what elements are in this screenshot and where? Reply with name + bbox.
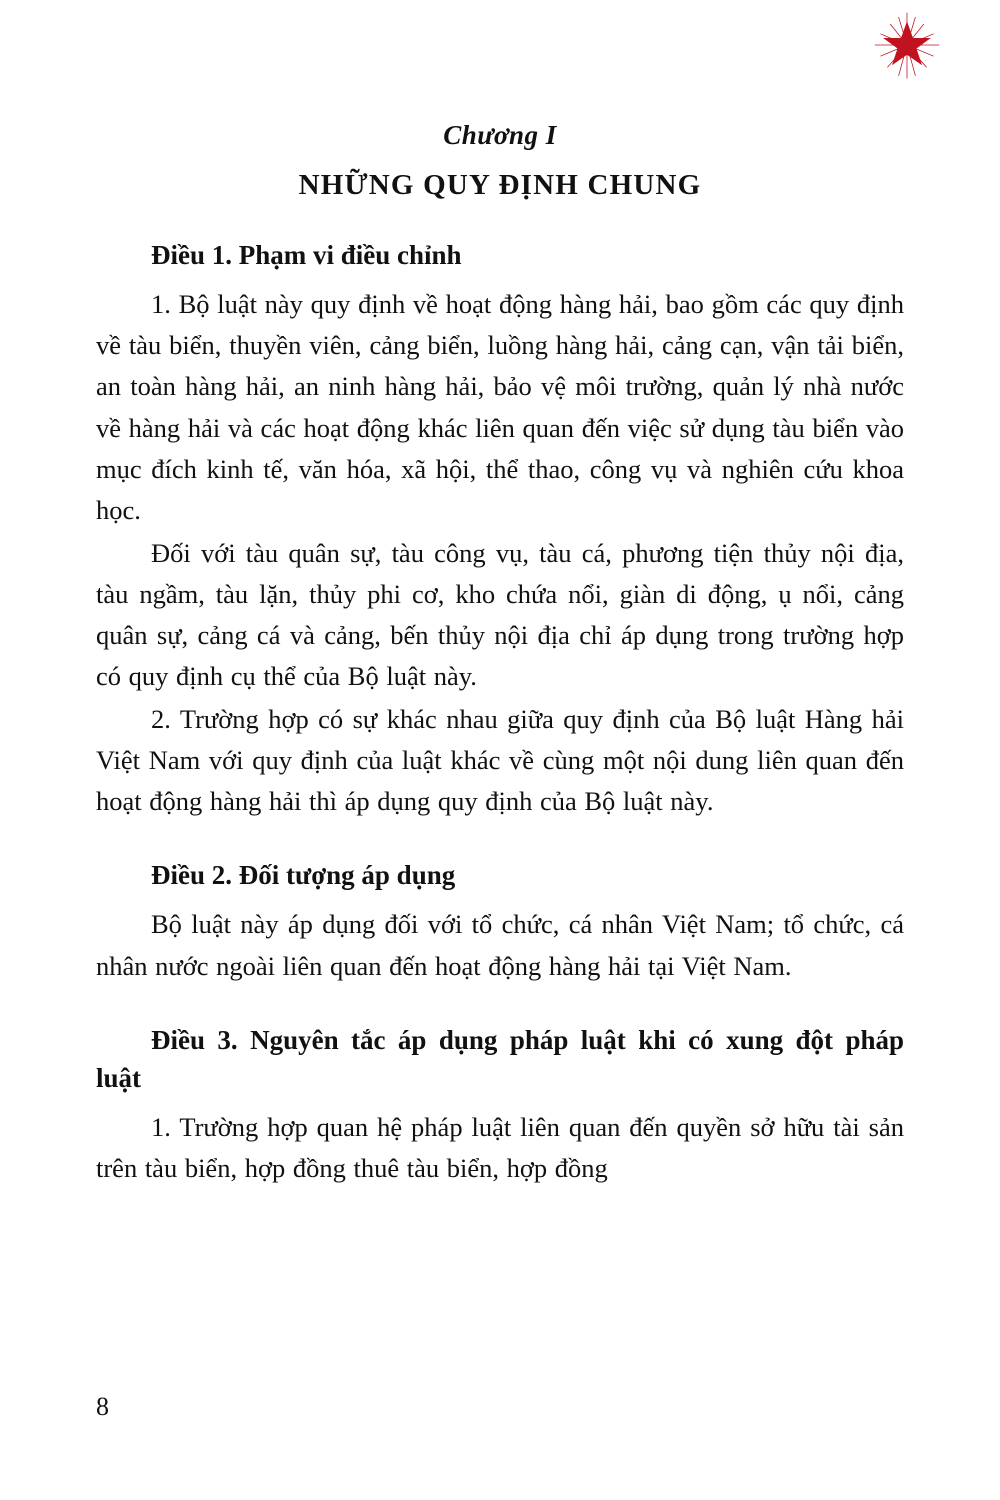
article-1-paragraph-3: 2. Trường hợp có sự khác nhau giữa quy định của Bộ luật Hàng hải Việt Nam với quy định của luật khác về cùng một nội dung liên quan đến hoạt động hàng hải thì áp dụng quy định của Bộ luật này. <box>96 703 904 817</box>
article-2-paragraph-1: Bộ luật này áp dụng đối với tổ chức, cá nhân Việt Nam; tổ chức, cá nhân nước ngoài liên quan đến hoạt động hàng hải tại Việt Nam. <box>96 909 904 981</box>
page-number: 8 <box>96 1392 109 1421</box>
article-heading-3: Điều 3. Nguyên tắc áp dụng pháp luật khi có xung đột pháp luật <box>96 1024 904 1093</box>
article-heading-1: Điều 1. Phạm vi điều chỉnh <box>151 240 462 270</box>
chapter-title: NHỮNG QUY ĐỊNH CHUNG <box>298 169 702 201</box>
article-1-paragraph-2: Đối với tàu quân sự, tàu công vụ, tàu cá, phương tiện thủy nội địa, tàu ngầm, tàu lặn, thủy phi cơ, kho chứa nổi, giàn di động, ụ nổi, cảng quân sự, cảng cá và cảng, bến thủy nội địa chỉ áp dụng trong trường hợp có quy định cụ thể của Bộ luật này. <box>96 537 904 691</box>
article-heading-2: Điều 2. Đối tượng áp dụng <box>151 860 456 891</box>
chapter-label: Chương I <box>443 120 557 150</box>
page-content <box>96 120 904 1191</box>
article-1-paragraph-1: 1. Bộ luật này quy định về hoạt động hàng hải, bao gồm các quy định về tàu biển, thuyền viên, cảng biển, luồng hàng hải, cảng cạn, vận tải biển, an toàn hàng hải, an ninh hàng hải, bảo vệ môi trường, quản lý nhà nước về hàng hải và các hoạt động khác liên quan đến việc sử dụng tàu biển vào mục đích kinh tế, văn hóa, xã hội, thể thao, công vụ và nghiên cứu khoa học. <box>96 289 904 525</box>
article-3-paragraph-1: 1. Trường hợp quan hệ pháp luật liên quan đến quyền sở hữu tài sản trên tàu biển, hợp đồng thuê tàu biển, hợp đồng <box>96 1112 904 1184</box>
star-emblem-icon <box>872 10 942 80</box>
